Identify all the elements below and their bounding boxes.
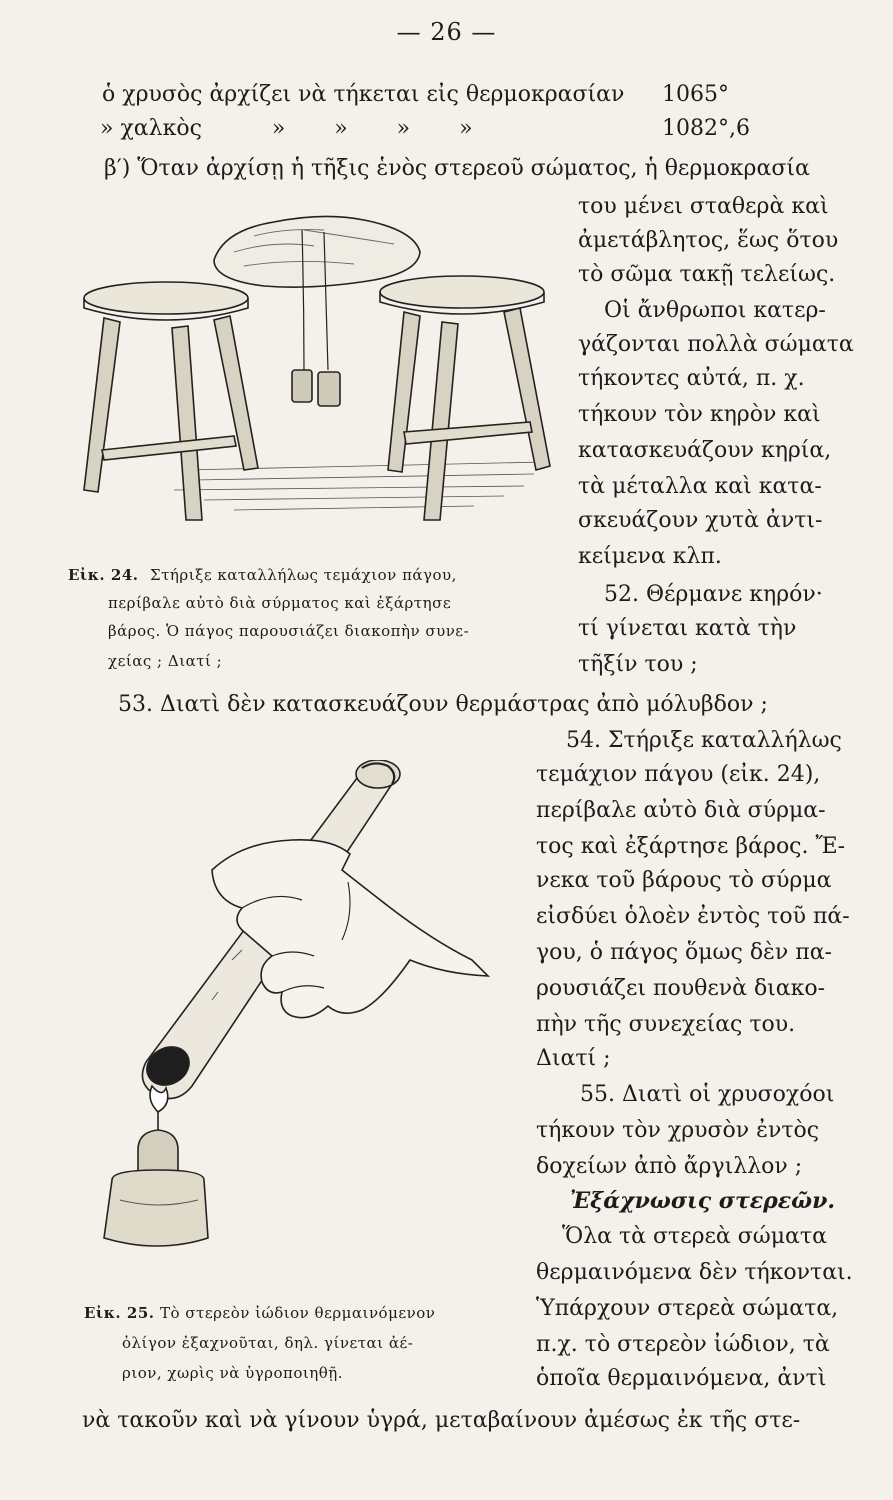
text-line: Οἱ ἄνθρωποι κατερ- bbox=[604, 298, 826, 323]
text-line: του μένει σταθερὰ καὶ bbox=[578, 194, 829, 219]
caption-line: Τὸ στερεὸν ἰώδιον θερμαινόμενον bbox=[160, 1304, 436, 1322]
text-line: τήκοντες αὐτά, π. χ. bbox=[578, 366, 805, 391]
caption-line: ὀλίγον ἐξαχνοῦται, δηλ. γίνεται ἀέ- bbox=[122, 1334, 414, 1352]
text-line: Ὑπάρχουν στερεὰ σώματα, bbox=[536, 1296, 839, 1321]
text-line: θερμαινόμενα δὲν τήκονται. bbox=[536, 1260, 853, 1285]
text-line: γου, ὁ πάγος ὅμως δὲν πα- bbox=[536, 940, 832, 965]
left-stool bbox=[84, 282, 258, 520]
text-line: δοχείων ἀπὸ ἄργιλλον ; bbox=[536, 1154, 803, 1179]
text-line: τεμάχιον πάγου (εἰκ. 24), bbox=[536, 762, 821, 787]
text-line: τήκουν τὸν κηρὸν καὶ bbox=[578, 402, 821, 427]
text-line: σκευάζουν χυτὰ ἀντι- bbox=[578, 508, 823, 533]
question-53: 53. Διατὶ δὲν κατασκευάζουν θερμάστρας ἀπὸ μόλυβδον ; bbox=[118, 692, 768, 717]
question-54: 54. Στήριξε καταλλήλως bbox=[566, 728, 842, 753]
text-line: τί γίνεται κατὰ τὴν bbox=[578, 616, 797, 641]
text-line: νεκα τοῦ βάρους τὸ σύρμα bbox=[536, 868, 832, 893]
text-line: τῆξίν του ; bbox=[578, 652, 698, 677]
caption-line: βάρος. Ὁ πάγος παρουσιάζει διακοπὴν συνε- bbox=[108, 622, 470, 640]
copper-melting-line: » χαλκὸς » » » » bbox=[100, 116, 473, 141]
page-number: — 26 — bbox=[396, 18, 497, 46]
section-heading: Ἐξάχνωσις στερεῶν. bbox=[570, 1188, 836, 1214]
text-line: τὸ σῶμα τακῇ τελείως. bbox=[578, 262, 836, 287]
figure-25-label: Εἰκ. 25. bbox=[84, 1304, 155, 1322]
text-line: γάζονται πολλὰ σώματα bbox=[578, 332, 854, 357]
caption-line: ριον, χωρὶς νὰ ὑγροποιηθῇ. bbox=[122, 1364, 344, 1382]
text-line: τος καὶ ἐξάρτησε βάρος. Ἔ- bbox=[536, 834, 846, 859]
text-line: τήκουν τὸν χρυσὸν ἐντὸς bbox=[536, 1118, 820, 1143]
text-line: περίβαλε αὐτὸ διὰ σύρμα- bbox=[536, 798, 826, 823]
caption-line: Στήριξε καταλλήλως τεμάχιον πάγου, bbox=[150, 566, 457, 584]
text-line: Διατί ; bbox=[536, 1046, 611, 1071]
figure-25-illustration bbox=[92, 760, 522, 1280]
text-line: εἰσδύει ὁλοὲν ἐντὸς τοῦ πά- bbox=[536, 904, 850, 929]
text-line: τὰ μέταλλα καὶ κατα- bbox=[578, 474, 822, 499]
gold-melting-value: 1065° bbox=[662, 82, 729, 107]
text-line: ρουσιάζει πουθενὰ διακο- bbox=[536, 976, 826, 1001]
text-line: ὁποῖα θερμαινόμενα, ἀντὶ bbox=[536, 1366, 827, 1391]
caption-line: περίβαλε αὐτὸ διὰ σύρματος καὶ ἐξάρτησε bbox=[108, 594, 452, 612]
copper-melting-value: 1082°,6 bbox=[662, 116, 750, 141]
text-line: Ὅλα τὰ στερεὰ σώματα bbox=[562, 1224, 827, 1249]
right-stool bbox=[380, 276, 550, 520]
question-52: 52. Θέρμανε κηρόν· bbox=[604, 582, 823, 607]
caption-line: χείας ; Διατί ; bbox=[108, 652, 223, 670]
text-line: ἀμετάβλητος, ἕως ὅτου bbox=[578, 228, 839, 253]
text-line: κατασκευάζουν κηρία, bbox=[578, 438, 832, 463]
text-line: π.χ. τὸ στερεὸν ἰώδιον, τὰ bbox=[536, 1332, 830, 1357]
gold-melting-line: ὁ χρυσὸς ἀρχίζει νὰ τήκεται εἰς θερμοκρασίαν bbox=[102, 82, 625, 107]
beta-paragraph-start: β′) Ὅταν ἀρχίσῃ ἡ τῆξις ἑνὸς στερεοῦ σώματος, ἡ θερμοκρασία bbox=[104, 156, 810, 181]
ground-shading bbox=[174, 462, 544, 510]
text-line: κείμενα κλπ. bbox=[578, 544, 722, 569]
text-line: πὴν τῆς συνεχείας του. bbox=[536, 1012, 796, 1037]
figure-24-label: Εἰκ. 24. bbox=[68, 566, 139, 584]
ice-block bbox=[214, 216, 420, 287]
question-55: 55. Διατὶ οἱ χρυσοχόοι bbox=[580, 1082, 835, 1107]
figure-24-illustration bbox=[74, 200, 564, 540]
spirit-lamp bbox=[104, 1130, 208, 1246]
bottom-continuation-line: νὰ τακοῦν καὶ νὰ γίνουν ὑγρά, μεταβαίνουν ἀμέσως ἐκ τῆς στε- bbox=[82, 1408, 801, 1433]
